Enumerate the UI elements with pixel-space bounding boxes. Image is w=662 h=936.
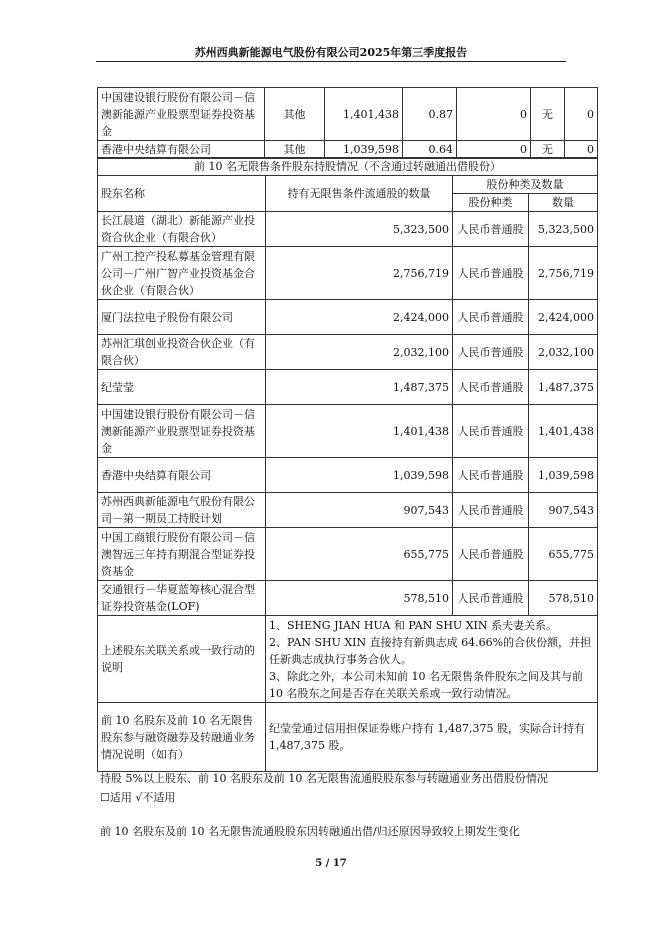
share-count: 2,424,000 (529, 300, 598, 335)
table-row (98, 88, 598, 141)
related-party-row (98, 616, 598, 703)
col-qty-header: 持有无限售条件流通股的数量 (266, 176, 453, 212)
table-row (98, 141, 598, 159)
top-shareholders-table-continued (97, 87, 598, 159)
share-count: 1,487,375 (529, 370, 598, 405)
related-party-line: 2、PAN SHU XIN 直接持有新典志成 64.66%的合伙份额，并担任新典志成执行事务合伙人。 (269, 635, 592, 666)
margin-trading-label: 前 10 名股东及前 10 名无限售股东参与融资融券及转融通业务情况说明（如有） (98, 703, 266, 772)
table-row (98, 247, 598, 300)
shareholder-name: 香港中央结算有限公司 (98, 458, 266, 493)
lending-option: ☐适用 √不适用 (100, 791, 176, 804)
restricted-shares: 0 (457, 88, 531, 141)
shareholder-name: 香港中央结算有限公司 (98, 141, 265, 159)
unrestricted-qty: 907,543 (266, 493, 453, 528)
shareholder-name: 苏州汇琪创业投资合伙企业（有限合伙） (98, 335, 266, 370)
share-type: 人民币普通股 (453, 493, 529, 528)
shareholder-name: 中国建设银行股份有限公司－信澳新能源产业股票型证券投资基金 (98, 88, 265, 141)
table-row (98, 405, 598, 458)
shareholder-name: 中国工商银行股份有限公司－信澳智远三年持有期混合型证券投资基金 (98, 528, 266, 581)
pledge-qty: 0 (565, 88, 598, 141)
related-party-label: 上述股东关联关系或一致行动的说明 (98, 616, 266, 703)
margin-trading-row (98, 703, 598, 772)
shareholder-nature: 其他 (265, 141, 325, 159)
header-rule (96, 61, 566, 62)
unrestricted-qty: 1,039,598 (266, 458, 453, 493)
share-type: 人民币普通股 (453, 247, 529, 300)
share-count: 907,543 (529, 493, 598, 528)
share-type: 人民币普通股 (453, 212, 529, 247)
holding-pct: 0.64 (403, 141, 457, 159)
col-type-group-header: 股份种类及数量 (453, 176, 598, 194)
section-title-row (98, 158, 598, 176)
unrestricted-qty: 578,510 (266, 581, 453, 616)
shareholder-nature: 其他 (265, 88, 325, 141)
unrestricted-qty: 1,401,438 (266, 405, 453, 458)
share-count: 5,323,500 (529, 212, 598, 247)
page-number: 5 / 17 (315, 858, 347, 869)
share-type: 人民币普通股 (453, 370, 529, 405)
unrestricted-qty: 2,424,000 (266, 300, 453, 335)
share-type: 人民币普通股 (453, 528, 529, 581)
table-row (98, 335, 598, 370)
unrestricted-qty: 2,756,719 (266, 247, 453, 300)
pledge-qty: 0 (565, 141, 598, 159)
section-title: 前 10 名无限售条件股东持股情况（不含通过转融通出借股份） (98, 158, 598, 176)
share-type: 人民币普通股 (453, 300, 529, 335)
shareholder-name: 广州工控产投私募基金管理有限公司－广州广智产业投资基金合伙企业（有限合伙） (98, 247, 266, 300)
lending-title: 持股 5%以上股东、前 10 名股东及前 10 名无限售流通股股东参与转融通业务出借股份情况 (100, 772, 548, 785)
share-type: 人民币普通股 (453, 405, 529, 458)
column-header-row (98, 176, 598, 194)
col-type-header: 股份种类 (453, 194, 529, 212)
unrestricted-qty: 1,487,375 (266, 370, 453, 405)
shares-held: 1,401,438 (325, 88, 403, 141)
margin-trading-text: 纪莹莹通过信用担保证券账户持有 1,487,375 股，实际合计持有 1,487,375 股。 (266, 703, 598, 772)
share-type: 人民币普通股 (453, 458, 529, 493)
shareholder-name: 厦门法拉电子股份有限公司 (98, 300, 266, 335)
restricted-shares: 0 (457, 141, 531, 159)
table-row (98, 493, 598, 528)
col-holder-header: 股东名称 (98, 176, 266, 212)
table-row (98, 458, 598, 493)
share-count: 1,401,438 (529, 405, 598, 458)
col-count-header: 数量 (529, 194, 598, 212)
share-count: 2,756,719 (529, 247, 598, 300)
share-count: 2,032,100 (529, 335, 598, 370)
share-count: 655,775 (529, 528, 598, 581)
holding-pct: 0.87 (403, 88, 457, 141)
shareholder-name: 苏州西典新能源电气股份有限公司－第一期员工持股计划 (98, 493, 266, 528)
share-count: 1,039,598 (529, 458, 598, 493)
report-header: 苏州西典新能源电气股份有限公司2025年第三季度报告 (194, 46, 468, 59)
table-row (98, 300, 598, 335)
table-row (98, 212, 598, 247)
unrestricted-qty: 655,775 (266, 528, 453, 581)
unrestricted-shareholders-table (97, 157, 598, 772)
unrestricted-qty: 5,323,500 (266, 212, 453, 247)
shareholder-name: 纪莹莹 (98, 370, 266, 405)
share-count: 578,510 (529, 581, 598, 616)
table-row (98, 581, 598, 616)
unrestricted-qty: 2,032,100 (266, 335, 453, 370)
related-party-text (266, 616, 598, 703)
table-row (98, 370, 598, 405)
table-row (98, 528, 598, 581)
change-title: 前 10 名股东及前 10 名无限售流通股股东因转融通出借/归还原因导致较上期发生变化 (100, 825, 520, 838)
related-party-line: 1、SHENG JIAN HUA 和 PAN SHU XIN 系夫妻关系。 (269, 618, 557, 632)
shareholder-name: 中国建设银行股份有限公司－信澳新能源产业股票型证券投资基金 (98, 405, 266, 458)
shareholder-name: 交通银行－华夏蓝筹核心混合型证券投资基金(LOF) (98, 581, 266, 616)
share-type: 人民币普通股 (453, 581, 529, 616)
shareholder-name: 长江晨道（湖北）新能源产业投资合伙企业（有限合伙） (98, 212, 266, 247)
share-type: 人民币普通股 (453, 335, 529, 370)
pledge-status: 无 (531, 141, 565, 159)
related-party-line: 3、除此之外，本公司未知前 10 名无限售条件股东之间及其与前 10 名股东之间是否存在关联关系或一致行动情况。 (269, 669, 583, 700)
shares-held: 1,039,598 (325, 141, 403, 159)
pledge-status: 无 (531, 88, 565, 141)
